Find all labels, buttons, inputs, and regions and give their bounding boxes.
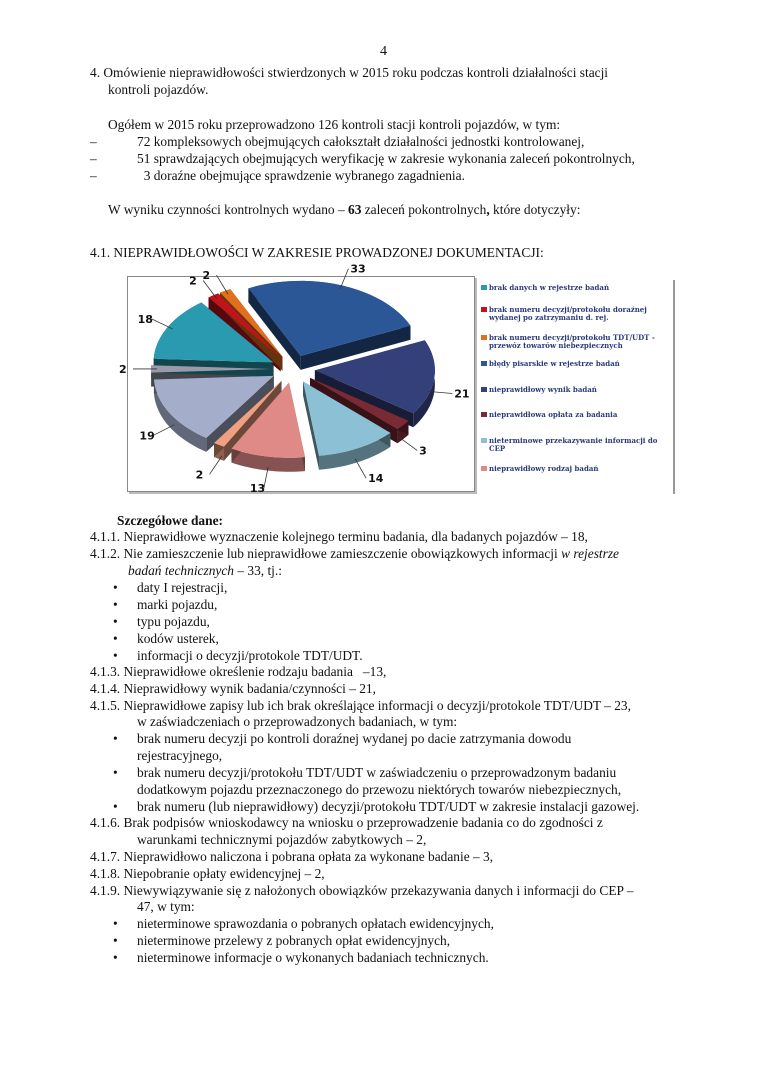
result-pre: W wyniku czynności kontrolnych wydano – [108,202,348,217]
pie-data-label: 21 [454,387,470,401]
pie-leader-line [355,459,366,478]
legend-swatch [481,361,487,366]
legend-item [481,411,675,419]
bullet-item: • brak numeru (lub nieprawidłowy) decyzji/protokołu TDT/UDT w zakresie instalacji gazowej. [137,799,639,815]
item-4-1-1: 4.1.1. Nieprawidłowe wyznaczenie kolejnego terminu badania, dla badanych pojazdów – 18, [90,529,588,544]
legend-item [481,360,675,368]
legend-item [481,306,675,322]
dash-marker: – [90,151,97,166]
pie-data-label: 14 [368,472,384,486]
legend-item [481,386,675,394]
intro-text: Ogółem w 2015 roku przeprowadzono 126 kontroli stacji kontroli pojazdów, w tym: [108,117,561,132]
legend-swatch [481,335,487,340]
item-italic: badań technicznych [128,563,234,578]
item-4-1-8: 4.1.8. Niepobranie opłaty ewidencyjnej – 2, [90,866,325,881]
legend-swatch [481,466,487,471]
pie-data-label: 2 [189,274,197,288]
legend-swatch [481,438,487,443]
legend-swatch [481,285,487,290]
bullet-item: • nieterminowe informacje o wykonanych badaniach technicznych. [137,950,489,966]
legend-item [481,437,675,453]
chart-legend [481,280,675,494]
pie-leader-line [340,269,348,289]
dash-marker: – [90,134,97,149]
pie-chart [119,262,474,496]
result-post: zaleceń pokontrolnych [361,202,487,217]
result-end: które dotyczyły: [489,202,581,217]
dash-item: 3 doraźne obejmujące sprawdzenie wybranego zagadnienia. [137,168,465,183]
legend-label: brak danych w rejestrze badań [489,283,610,292]
pie-data-label: 2 [195,468,204,482]
item-text: 4.1.2. Nie zamieszczenie lub nieprawidłowe zamieszczenie obowiązkowych informacji [90,546,562,561]
result-paragraph [108,202,580,218]
bullet-item: • informacji o decyzji/protokole TDT/UDT. [137,648,363,664]
item-4-1-7: 4.1.7. Nieprawidłowo naliczona i pobrana opłata za wykonane badanie – 3, [90,849,494,864]
legend-item [481,334,675,350]
dash-item: 72 kompleksowych obejmujących całokształt działalności jednostki kontrolowanej, [137,134,585,149]
bullet-item: • kodów usterek, [137,631,219,647]
pie-data-label: 33 [350,262,366,276]
item-4-1-9-line1: 4.1.9. Niewywiązywanie się z nałożonych obowiązków przekazywania danych i informacji do CEP – [90,883,634,898]
legend-label: nieprawidłowa opłata za badania [489,410,618,419]
dash-item: 51 sprawdzających obejmujących weryfikację w zakresie wykonania zaleceń pokontrolnych, [137,151,635,166]
pie-data-label: 13 [249,482,266,496]
legend-label: błędy pisarskie w rejestrze badań [489,359,620,368]
pie-leader-line [203,280,216,298]
chart-frame [119,262,475,496]
bullet-item: • marki pojazdu, [137,597,217,613]
legend-label: nieterminowe przekazywanie informacji do CEP [489,436,658,453]
legend-label: nieprawidłowy rodzaj badań [489,464,599,473]
item-4-1-2-line2 [128,563,282,579]
legend-label: brak numeru decyzji/protokołu doraźnej wydanej po zatrzymaniu d. rej. [489,305,647,322]
bullet-item: • daty I rejestracji, [137,580,227,596]
section-heading-line2: kontroli pojazdów. [108,82,209,97]
legend-swatch [481,307,487,312]
bullet-item: • nieterminowe sprawozdania o pobranych opłatach ewidencyjnych, [137,916,494,932]
pie-leader-line [153,425,174,436]
bullet-item-cont: dodatkowym pojazdu przeznaczonego do przewozu niektórych towarów niebezpiecznych, [137,782,622,797]
item-4-1-6-line1: 4.1.6. Brak podpisów wnioskodawcy na wniosku o przeprowadzenie badania co do zgodności z [90,815,603,830]
legend-swatch [481,387,487,392]
item-4-1-2-line1 [90,546,619,562]
pie-data-label: 3 [419,444,427,458]
item-4-1-5-line2: w zaświadczeniach o przeprowadzonych badaniach, w tym: [137,714,458,729]
pie-data-label: 19 [139,429,155,443]
pie-leader-line [399,437,418,451]
pie-data-label: 18 [137,312,153,326]
pie-leader-line [152,319,173,329]
dash-marker: – [90,168,97,183]
legend-label: nieprawidłowy wynik badań [489,385,597,394]
item-text: – 33, tj.: [233,563,282,578]
section-heading-line1: 4. Omówienie nieprawidłowości stwierdzonych w 2015 roku podczas kontroli działalności stacji [90,65,609,80]
result-comma: , [486,202,490,217]
pie-data-label: 2 [119,362,127,376]
item-4-1-6-line2: warunkami technicznymi pojazdów zabytkowych – 2, [137,832,427,847]
result-count: 63 [348,202,362,217]
item-4-1-5-line1: 4.1.5. Nieprawidłowe zapisy lub ich brak określające informacji o decyzji/protokole TDT/UDT – 23, [90,698,631,713]
bullet-item: • nieterminowe przelewy z pobranych opłat ewidencyjnych, [137,933,450,949]
bullet-item: • brak numeru decyzji/protokołu TDT/UDT w zaświadczeniu o przeprowadzonym badaniu [137,765,616,781]
legend-item [481,284,675,292]
page-number: 4 [380,44,387,59]
item-4-1-3: 4.1.3. Nieprawidłowe określenie rodzaju badania –13, [90,664,387,679]
details-title: Szczegółowe dane: [117,513,223,528]
bullet-item: • brak numeru decyzji po kontroli doraźnej wydanej po dacie zatrzymania dowodu [137,731,571,747]
pie-data-label: 2 [202,269,211,283]
legend-item [481,465,675,473]
bullet-item: • typu pojazdu, [137,614,210,630]
subsection-heading: 4.1. NIEPRAWIDŁOWOŚCI W ZAKRESIE PROWADZONEJ DOKUMENTACJI: [90,245,544,260]
pie-leader-line [216,275,227,294]
legend-label: brak numeru decyzji/protokołu TDT/UDT - przewóz towarów niebezpiecznych [489,333,655,350]
pie-leader-line [210,456,223,475]
item-4-1-9-line2: 47, w tym: [137,899,195,914]
bullet-item-cont: rejestracyjnego, [137,748,223,763]
legend-swatch [481,412,487,417]
item-4-1-4: 4.1.4. Nieprawidłowy wynik badania/czynności – 21, [90,681,376,696]
item-italic: w rejestrze [561,546,619,561]
